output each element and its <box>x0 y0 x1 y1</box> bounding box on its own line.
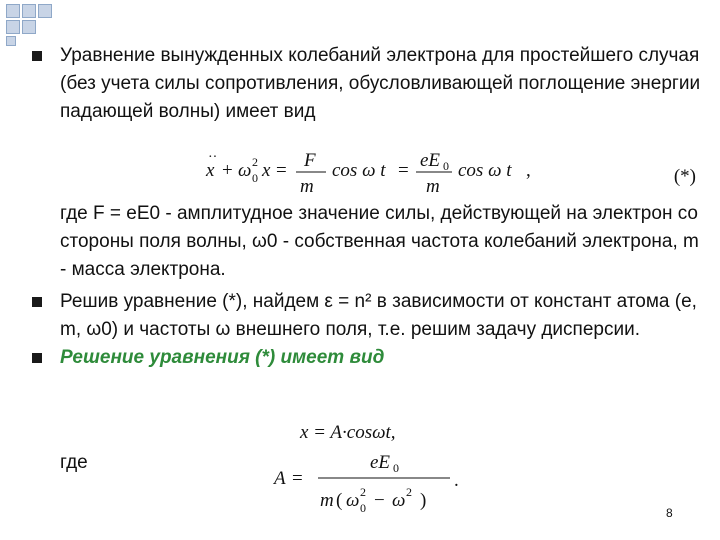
svg-text:··: ·· <box>208 150 218 165</box>
svg-text:cos ω t: cos ω t <box>458 160 512 181</box>
equation-forced-oscillation <box>200 146 540 196</box>
definition-text: где F = eE0 - амплитудное значение силы, действующей на электрон со стороны поля волны, ω0 - собственная частота колебаний электрона, m - масса электрона. <box>60 203 699 280</box>
svg-text:ω: ω <box>346 490 360 511</box>
page-number: 8 <box>666 506 673 520</box>
bullet-text-3: Решение уравнения (*) имеет вид <box>60 347 385 368</box>
svg-text:): ) <box>420 490 427 511</box>
bullet-item-2 <box>30 288 710 344</box>
bullet-list-2 <box>30 288 710 372</box>
svg-text:2: 2 <box>360 485 366 499</box>
svg-text:m: m <box>320 490 334 511</box>
bullet-text-1: Уравнение вынужденных колебаний электрона для простейшего случая (без учета силы сопротивления, обусловливающей поглощение энергии падающей волны) имеет вид <box>60 45 701 122</box>
svg-text:−: − <box>374 490 385 511</box>
where-label: где <box>60 452 88 473</box>
equation-marker: (*) <box>673 166 696 187</box>
svg-text:ω: ω <box>392 490 406 511</box>
svg-text:x: x <box>262 160 271 181</box>
bullet-marker <box>32 297 42 307</box>
equation-amplitude <box>270 448 490 518</box>
svg-text:2: 2 <box>406 485 412 499</box>
slide-body <box>30 42 710 154</box>
definition-block <box>30 200 710 284</box>
bullet-text-2: Решив уравнение (*), найдем ε = n² в зависимости от констант атома (e, m, ω0) и частоты ω внешнего поля, т.е. решим задачу дисперсии. <box>60 291 697 340</box>
corner-decoration <box>0 0 140 48</box>
svg-text:=: = <box>398 160 409 181</box>
svg-text:m: m <box>426 176 440 196</box>
svg-text:.: . <box>454 470 459 491</box>
bullet-marker <box>32 51 42 61</box>
svg-text:2: 2 <box>252 155 258 169</box>
svg-text:cos ω t: cos ω t <box>332 160 386 181</box>
bullet-item-3 <box>30 344 710 372</box>
svg-text:,: , <box>526 160 531 181</box>
bullet-marker <box>32 353 42 363</box>
svg-text:eE: eE <box>370 452 391 473</box>
solution-equation: x = A·cosωt, <box>300 422 396 443</box>
svg-text:x: x <box>206 160 215 181</box>
svg-text:0: 0 <box>443 159 449 173</box>
svg-text:0: 0 <box>252 171 258 185</box>
svg-text:F: F <box>304 150 316 171</box>
svg-text:+: + <box>222 160 233 181</box>
svg-text:A: A <box>274 468 286 489</box>
svg-text:eE: eE <box>420 150 441 171</box>
svg-text:0: 0 <box>360 501 366 515</box>
svg-text:ω: ω <box>238 160 252 181</box>
svg-text:=: = <box>276 160 287 181</box>
svg-text:(: ( <box>336 490 343 511</box>
bullet-item-1 <box>30 42 710 154</box>
svg-text:m: m <box>300 176 314 196</box>
svg-text:0: 0 <box>393 461 399 475</box>
svg-text:=: = <box>292 468 303 489</box>
